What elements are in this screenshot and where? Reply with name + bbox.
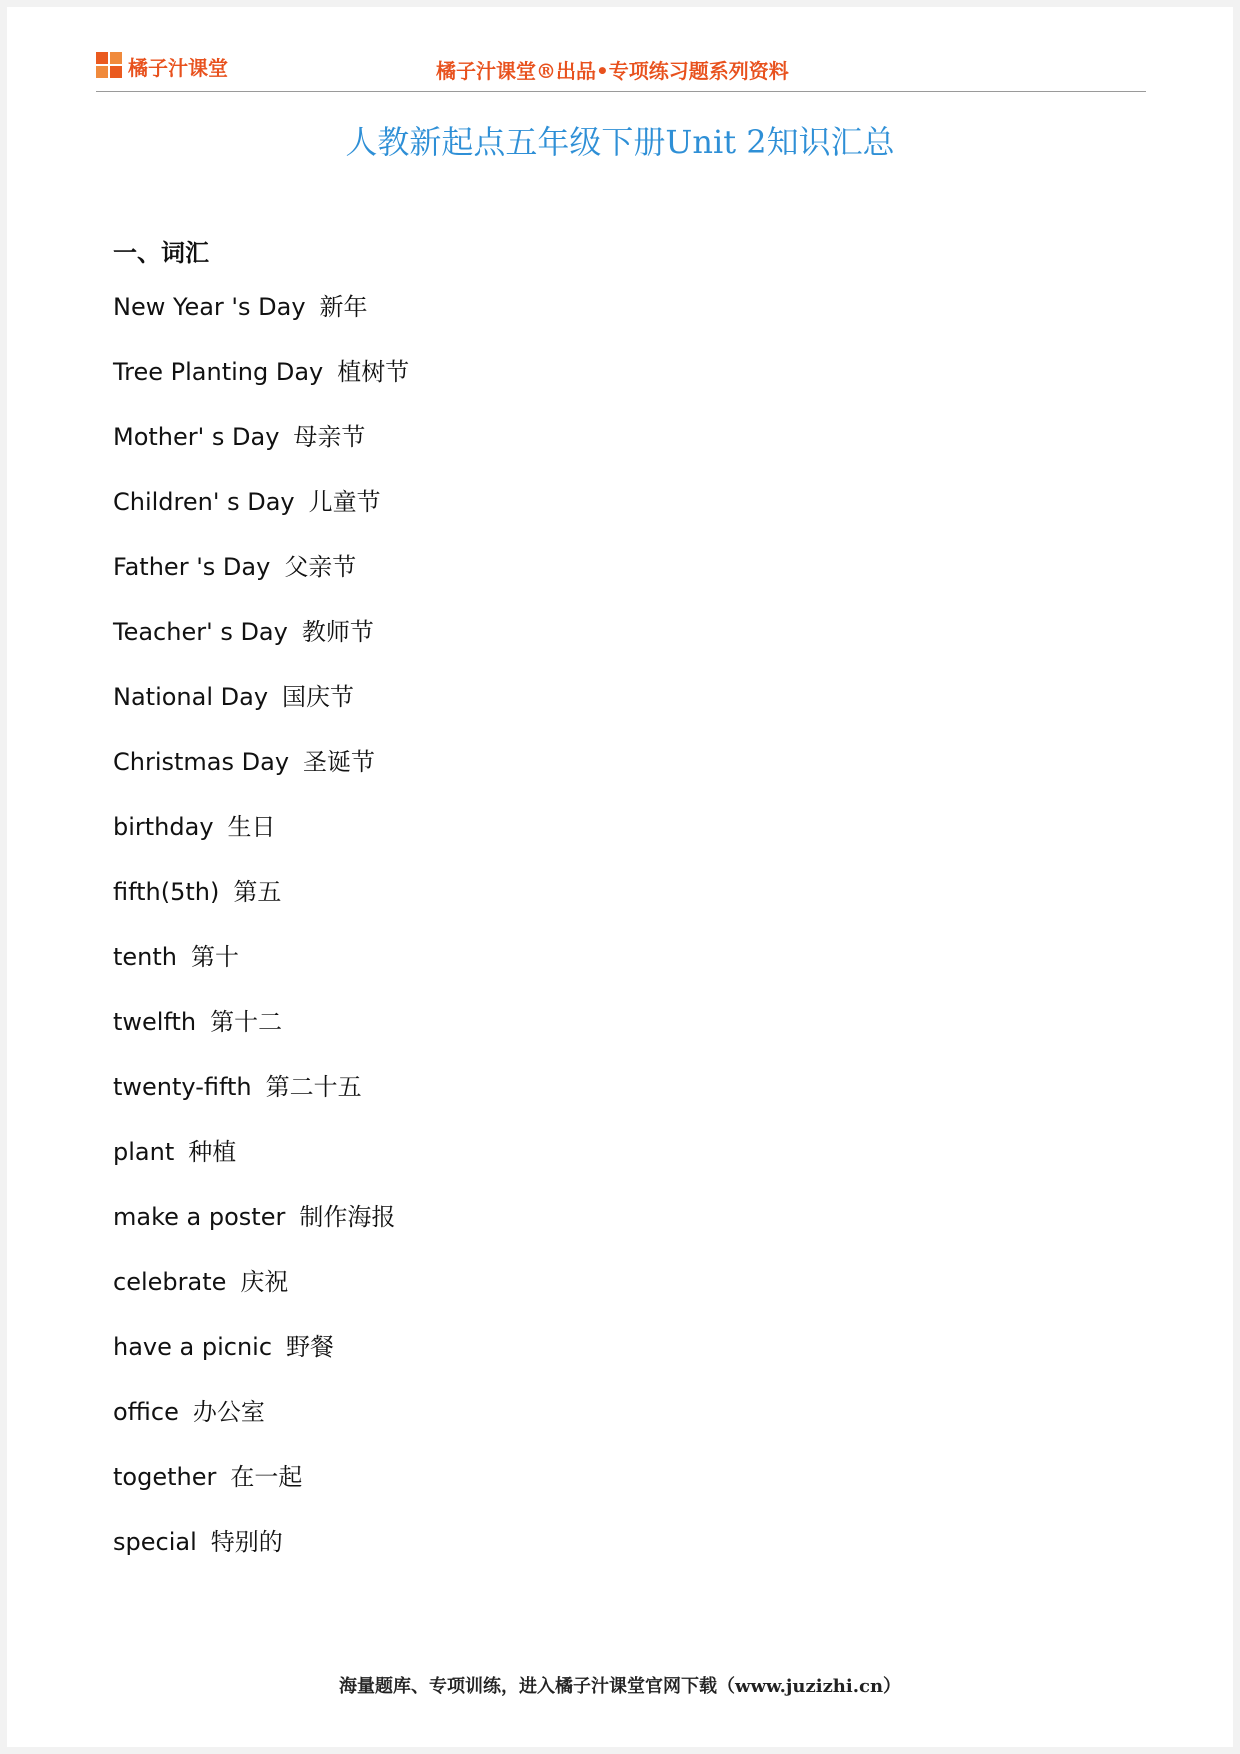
vocab-chinese: 制作海报 (299, 1203, 396, 1231)
vocab-chinese: 国庆节 (282, 683, 355, 711)
vocab-chinese: 母亲节 (293, 423, 366, 451)
vocab-chinese: 儿童节 (308, 488, 381, 516)
page-footer: 海量题库、专项训练，进入橘子汁课堂官网下载（www.juzizhi.cn） (338, 1676, 902, 1697)
vocab-chinese: 第五 (233, 878, 282, 906)
vocab-item (113, 292, 409, 357)
header-tagline: 橘子汁课堂®出品•专项练习题系列资料 (436, 59, 789, 83)
logo-text: 橘子汁课堂 (128, 55, 228, 80)
vocab-item (113, 1137, 409, 1202)
vocab-english: Christmas Day (113, 748, 290, 776)
vocab-english: special (113, 1528, 197, 1556)
vocab-chinese: 野餐 (286, 1333, 335, 1361)
vocab-item (113, 1007, 409, 1072)
vocab-english: Children' s Day (113, 488, 295, 516)
vocab-item (113, 747, 409, 812)
vocab-item (113, 812, 409, 877)
vocab-english: Father 's Day (113, 553, 271, 581)
page-header (96, 47, 1146, 87)
vocab-item (113, 1072, 409, 1137)
vocab-chinese: 生日 (227, 813, 276, 841)
vocab-english: have a picnic (113, 1333, 273, 1361)
logo-mark-icon (96, 52, 124, 80)
vocab-english: birthday (113, 813, 214, 841)
vocab-item (113, 942, 409, 1007)
vocab-item (113, 1267, 409, 1332)
page-title: 人教新起点五年级下册Unit 2知识汇总 (345, 123, 895, 161)
vocab-english: New Year 's Day (113, 293, 306, 321)
vocab-chinese: 新年 (319, 293, 368, 321)
vocab-english: tenth (113, 943, 178, 971)
vocab-item (113, 682, 409, 747)
vocab-english: Tree Planting Day (113, 358, 324, 386)
vocab-english: Mother' s Day (113, 423, 280, 451)
vocab-english: Teacher' s Day (113, 618, 288, 646)
vocab-english: make a poster (113, 1203, 286, 1231)
vocab-item (113, 1332, 409, 1397)
vocab-english: twenty-fifth (113, 1073, 252, 1101)
vocab-item (113, 1527, 409, 1592)
vocab-english: National Day (113, 683, 269, 711)
vocab-item (113, 422, 409, 487)
vocab-item (113, 877, 409, 942)
vocab-chinese: 在一起 (230, 1463, 303, 1491)
vocab-item (113, 552, 409, 617)
vocab-item (113, 357, 409, 422)
vocab-english: office (113, 1398, 179, 1426)
vocab-chinese: 植树节 (337, 358, 410, 386)
vocab-english: fifth(5th) (113, 878, 220, 906)
vocab-item (113, 487, 409, 552)
vocab-chinese: 第二十五 (265, 1073, 362, 1101)
vocab-chinese: 父亲节 (284, 553, 357, 581)
vocab-chinese: 圣诞节 (303, 748, 376, 776)
vocab-chinese: 办公室 (192, 1398, 265, 1426)
vocab-english: plant (113, 1138, 175, 1166)
vocab-item (113, 1397, 409, 1462)
vocab-english: twelfth (113, 1008, 197, 1036)
vocab-english: together (113, 1463, 217, 1491)
header-divider (96, 91, 1146, 92)
vocab-chinese: 种植 (188, 1138, 237, 1166)
vocab-item (113, 1202, 409, 1267)
vocabulary-list (113, 292, 409, 1592)
vocab-chinese: 特别的 (210, 1528, 283, 1556)
section-heading-vocabulary: 一、词汇 (113, 239, 209, 267)
vocab-item (113, 617, 409, 682)
vocab-chinese: 第十 (191, 943, 240, 971)
document-page (7, 7, 1233, 1747)
brand-logo (96, 51, 228, 81)
vocab-chinese: 第十二 (210, 1008, 283, 1036)
vocab-chinese: 庆祝 (240, 1268, 289, 1296)
vocab-item (113, 1462, 409, 1527)
vocab-english: celebrate (113, 1268, 227, 1296)
vocab-chinese: 教师节 (301, 618, 374, 646)
